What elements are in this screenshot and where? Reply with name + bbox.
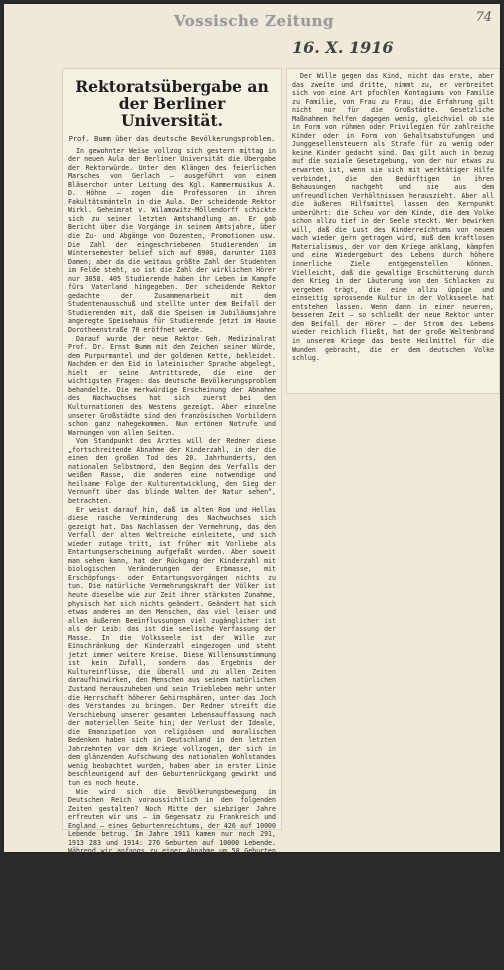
article-paragraph: Wie wird sich die Bevölkerungsbewegung im Deutschen Reich voraussichtlich in den folgenden Zeiten gestalten? Noch Mitte der siebziger Jahre erfreuten wir uns — im Gegensatz zu Frankreich und England — eines Geburtenreichtums, der 426 auf 10000 Lebende betrug. Im Jahre 1911 kamen nur noch 291, 1913 283 und 1914: 276 Geburten auf 10000 Lebende. Während wir anfangs zu einer Abnahme um 58 Geburten 26 Jahre brauchten, haben wir in den letzten 14 Jahren eine Einbuße von 92 Geburten erlitten. Aber weit stärker als die Zahl der Geburten hat die der Todesfälle abgenommen. Dadurch ist es gekommen, daß die Bevölkerung Deutschlands bis in die letzte Zeit vor dem Kriege noch alljährlich um 800000 Menschen gewachsen ist. Wäre es möglich, Geburt und Tod auf heutige Maß festzulegen, so könnten wir um die Mitte des Jahrhunderts die hundert Millionen erreichen und um die nächste Jahrhundertwende nahe an die 200 Millionen heranzukommen. Diese stolzen Aussichten halten aber einer nüchternen Betrachtung nicht stand. xyxy=(68,787,276,967)
article-subhead: Prof. Bumm über das deutsche Bevölkerungsproblem. xyxy=(68,135,276,143)
article-paragraph: Darauf wurde der neue Rektor Geh. Medizinalrat Prof. Dr. Ernst Bumm mit den Zeichen seiner Würde, dem Purpurmantel und der goldenen Kette, bekleidet. Nachdem er den Eid in lateinischer Sprache abgelegt, hielt er seine Antrittsrede, die eine der wichtigsten Fragen: das deutsche Bevölkerungsproblem behandelte. Die merkwürdige Erscheinung der Abnahme des Nachwuchses hat sich zuerst bei den Kulturnationen des Westens gezeigt. Aber einzelne unserer Großstädte sind den französischen Vorbildern schon ganz nahegekommen. Nun ertönen Notrufe und Warnungen von allen Seiten. xyxy=(68,334,276,437)
page-number: 74 xyxy=(475,10,492,25)
clipping-right-column xyxy=(286,68,500,394)
clipping-left-column xyxy=(62,68,282,967)
article-column-main xyxy=(63,69,281,970)
article-paragraph: Vom Standpunkt des Arztes will der Redner diese „fortschreitende Abnahme der Kinderzahl, in der die einen den großen Tod des 20. Jahrhunderts, den nationalen Selbstmord, den Beginn des Verfalls der weißen Rasse, die anderen eine notwendige und heilsame Folge der Kulturentwicklung, den Sieg der Vernunft über das blinde Walten der Natur sehen“, betrachten. xyxy=(68,437,276,505)
handwritten-date: 16. X. 1916 xyxy=(292,38,394,57)
article-column-continuation xyxy=(287,69,499,366)
article-headline: Rektoratsübergabe an der Berliner Universität. xyxy=(75,77,269,130)
article-paragraph: Er weist darauf hin, daß im alten Rom und Hellas diese rasche Verminderung des Nachwuchses sich gezeigt hat. Das Nachlassen der Vermehrung, das den Verfall der alten Weltreiche einleitete, und sich wieder zutage tritt, ist früher mit Vorliebe als Entartungserscheinung aufgefaßt worden. Aber soweit man sehen kann, hat der Rückgang der Kinderzahl mit biologischen Veränderungen der Erbmasse, mit Erschöpfungs- oder Entartungsvorgängen nichts zu tun. Die natürliche Vermehrungskraft der Völker ist heute dieselbe wie zur Zeit ihrer stärksten Zunahme, physisch hat sich nichts geändert. Geändert hat sich etwas anderes an den Menschen, das viel leiser und allen äußeren Beeinflussungen viel zugänglicher ist als der Leib: das ist die seelische Verfassung der Masse. In die Volksseele ist der Wille zur Einschränkung der Kinderzahl eingezogen und steht jetzt immer weitere Kreise. Diese Willensumstimmung ist kein Zufall, sondern das Ergebnis der Kultureinflüsse, die überall und zu allen Zeiten daraufhinwirken, den Menschen aus seinem natürlichen Zustand herauszuheben und sein Triebleben mehr unter die Herrschaft höherer Gehirnsphären, unter das Joch des Verstandes zu bringen. Der Redner streift die Verschiebung unserer gesamten Lebensauffassung nach der materiellen Seite hin; der Verlust der Ideale, die Emanzipation von religiösen und moralischen Bedenken haben sich in Deutschland in den letzten Jahrzehnten vor dem Kriege vollzogen, der sich in dem glänzenden Aufschwung des nationalen Wohlstandes wenig beobachtet wurden, haben aber in erster Linie beschleunigend auf den Geburtenrückgang gewirkt und tun es noch heute. xyxy=(68,505,276,788)
article-continuation: Der Wille gegen das Kind, nicht das erste, aber das zweite und dritte, nimmt zu, er verbreitet sich von eine Art pfochlen Kontagiums von Familie zu Familie, von Frau zu Frau; die Erfahrung gilt nicht nur für die Großstädte. Gesetzliche Maßnahmen helfen dagegen wenig, gleichviel ob sie in Form von rühmen oder Privilegien für zahlreiche Kinder oder in Form von Gehaltsabstufungen und Junggesellensteuern als Strafe für zu wenig oder keine Kinder gedacht sind. Das gilt auch in bezug auf die soziale Gesetzgebung, von der nur etwas zu erwarten ist, wenn sie sich mit werktätiger Hilfe verbindet, die den Bedürftigen in ihren Behausungen nachgeht und sie aus dem unfreundlichen Verhältnissen herauszieht. Aber all die äußeren Hilfsmittel lassen den Kernpunkt unberührt: die Scheu vor dem Kinde, die dem Volke schon allzu tief in der Seele steckt. Wer bewirken will, daß die Lust des Kinderreichtums von neuem wach wieder gern getragen wird, muß dem kraftlosen Materialismus, der vor dem Kriege anklang, kämpfen und eine Wiedergeburt des Lebens durch höhere innerliche Ziele entgegenstellen können. Vielleicht, daß die gewaltige Erschütterung durch den Krieg in der Läuterung von den Schlacken zu vergeben trägt, die eine allzu üppige und einseitig sprossende Kultur in der Volksseele hat entstehen lassen. Wenn dann in einer neueren, besseren Zeit — so schließt der neue Rektor unter dem Beifall der Hörer — der Strom des Lebens wieder reichlich fließt, hat der große Weltenbrand in unserem Kriege das beste Heilmittel für die Wunden gebracht, die er dem deutschen Volke schlug. xyxy=(292,72,494,363)
archive-sheet xyxy=(4,4,500,967)
newspaper-masthead: Vossische Zeitung xyxy=(174,12,335,30)
article-paragraph: In gewohnter Weise vollzog sich gestern mittag in der neuen Aula der Berliner Universität die Übergabe der Rektorwürde. Unter den Klängen des feierlichen Marsches von Gerlach — ausgeführt von einem Bläserchor unter Leitung des Kgl. Kammermusikus A. D. Höhne — zogen die Professoren in ihren Fakultätsmänteln in die Aula. Der scheidende Rektor Wirkl. Geheimrat v. Wilamowitz-Möllendorff schickte sich zu seiner letzten Amtshandlung an. Er gab Bericht über die Vorgänge in seinem Amtsjahre, über die Zu- und Abgänge von Dozenten, Promotionen usw. Die Zahl der eingeschriebenen Studierenden im Wintersemester belief sich auf 8900, darunter 1103 Damen; aber da die weitaus größte Zahl der Studenten im Felde steht, so ist die Zahl der wirklichen Hörer nur 3058. 405 Studierende haben ihr Leben im Kampfe fürs Vaterland hingegeben. Der scheidende Rektor gedachte der Zusammenarbeit mit dem Studentenausschuß und stellte unter dem Beifall der Studierenden mit, daß die Speisen im Jubiläumsjahre angeregte Speisehaus für Studierende jetzt im Hause Dorotheenstraße 70 eröffnet werde. xyxy=(68,146,276,335)
